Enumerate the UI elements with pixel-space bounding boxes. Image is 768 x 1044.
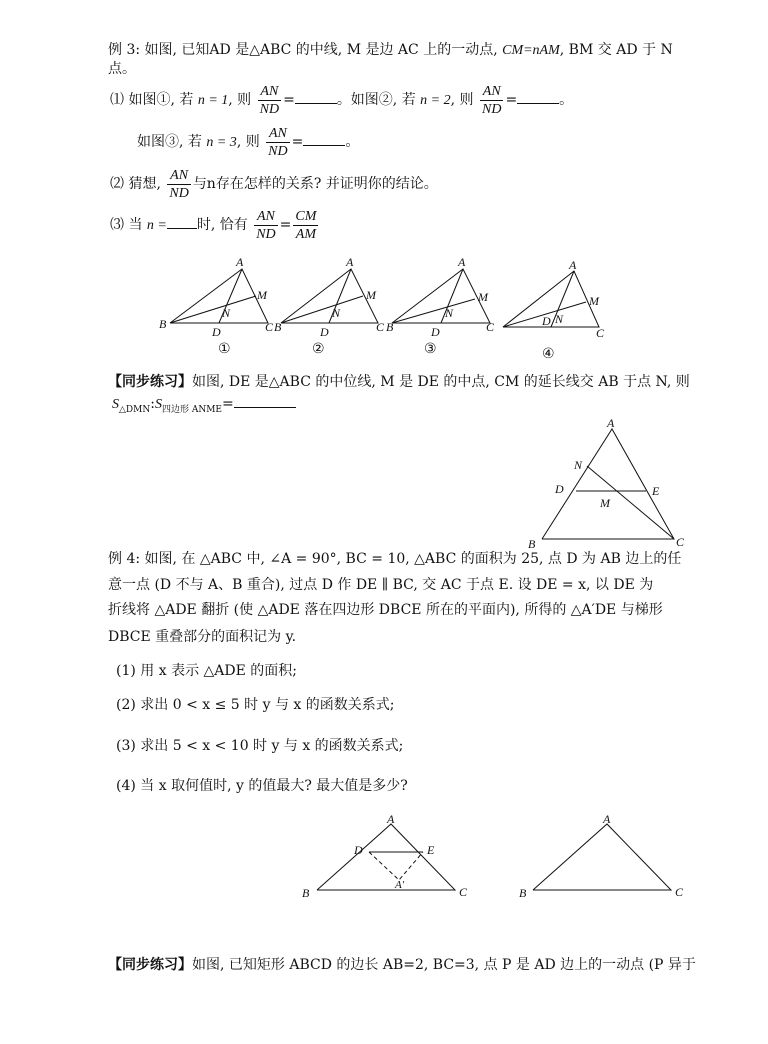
fraction-an-nd-1 [258, 83, 281, 118]
answer-blank-4[interactable] [167, 216, 197, 229]
answer-blank-3[interactable] [303, 133, 345, 146]
frac-den: ND [481, 101, 502, 117]
folded-triangle [369, 852, 423, 880]
label-n: N [555, 312, 564, 326]
q3-n: n = [146, 218, 167, 233]
q2-label: ⑵ 猜想, [110, 176, 161, 192]
sync1-bracket: 【同步练习】 [108, 374, 192, 390]
frac-den: ND [169, 185, 189, 201]
label-c: C [265, 320, 274, 334]
line-bm-1 [170, 296, 256, 323]
label-a: A [607, 416, 615, 430]
frac-den: ND [256, 226, 276, 242]
ex3-q2 [110, 164, 438, 204]
figure-label-3: ③ [424, 341, 437, 357]
figure-3 [392, 269, 490, 323]
frac-den: ND [259, 101, 280, 117]
triangle-3 [392, 269, 490, 323]
label-b: B [519, 886, 527, 900]
label-m: M [589, 294, 599, 308]
q3-mid: 时, 恰有 [196, 217, 248, 233]
ex4-line4: DBCE 重叠部分的面积记为 y. [108, 629, 297, 645]
q1-n3: n = 3 [206, 135, 237, 150]
label-a: A [346, 255, 354, 269]
label-d: D [431, 325, 440, 339]
sync1-line2 [112, 395, 296, 419]
frac-num: AN [480, 83, 503, 101]
label-b: B [274, 320, 282, 334]
label-e: E [652, 484, 660, 498]
label-a: A [569, 258, 577, 272]
q1-mid: 。如图②, 若 [336, 92, 416, 108]
label-c: C [486, 320, 495, 334]
frac-num: AN [254, 208, 277, 226]
ex4-line3: 折线将 △ADE 翻折 (使 △ADE 落在四边形 DBCE 所在的平面内), 所得的 △A′DE 与梯形 [108, 602, 663, 618]
fraction-an-nd-3 [266, 125, 289, 160]
figure-label-1: ① [218, 341, 231, 357]
ex4-line2: 意一点 (D 不与 A、B 重合), 过点 D 作 DE ∥ BC, 交 AC 于点 E. 设 DE = x, 以 DE 为 [108, 577, 654, 593]
sync1-line1 [108, 373, 690, 391]
frac-den-am: AM [295, 226, 317, 242]
label-d: D [354, 843, 363, 857]
sync2-bracket: 【同步练习】 [108, 957, 192, 973]
sync2-text: 如图, 已知矩形 ABCD 的边长 AB=2, BC=3, 点 P 是 AD 边上的一动点 (P 异于 [192, 957, 696, 973]
figure-4 [503, 271, 599, 327]
label-c: C [459, 885, 468, 899]
label-d: D [320, 325, 329, 339]
label-d: D [542, 314, 551, 328]
ex4-figures [295, 810, 695, 905]
q1-label: ⑴ 如图①, 若 [110, 92, 194, 108]
ex3-line2: 点。 [108, 61, 136, 77]
label-n: N [574, 458, 583, 472]
label-a: A [236, 255, 244, 269]
label-b: B [159, 317, 167, 331]
equals: = [291, 134, 304, 150]
frac-num: AN [258, 83, 281, 101]
ex3-q1-row1 [110, 80, 573, 121]
ex4-q2: (2) 求出 0 < x ≤ 5 时 y 与 x 的函数关系式; [116, 697, 395, 713]
area-sub-1: △DMN [119, 404, 151, 415]
triangle-abc-plain [533, 824, 671, 890]
equals: = [283, 92, 295, 108]
period: 。 [345, 134, 360, 150]
label-n: N [332, 306, 341, 320]
sync1-figure [520, 415, 700, 550]
answer-blank-1[interactable] [295, 91, 337, 104]
equals: = [505, 92, 518, 108]
ex4-line1: 例 4: 如图, 在 △ABC 中, ∠A = 90°, BC = 10, △ABC 的面积为 25, 点 D 为 AB 边上的任 [108, 551, 682, 567]
label-m: M [478, 290, 488, 304]
label-c: C [675, 885, 684, 899]
label-a: A [603, 812, 611, 826]
label-c: C [376, 320, 385, 334]
fraction-an-nd-2 [480, 83, 503, 118]
fraction-an-nd-4 [167, 167, 190, 202]
q1-then1: , 则 [228, 92, 252, 108]
ex3-q1-row2 [137, 122, 359, 163]
label-d: D [212, 325, 221, 339]
frac-den: ND [268, 143, 288, 159]
area-symbol-2: S [154, 397, 162, 412]
label-c: C [676, 535, 685, 549]
label-e: E [427, 843, 435, 857]
label-b: B [528, 537, 536, 550]
label-a: A [387, 812, 395, 826]
label-m: M [600, 496, 610, 510]
figure-label-2: ② [312, 341, 325, 357]
triangle-2 [281, 269, 378, 323]
equals: = [279, 217, 292, 233]
frac-num-cm: CM [295, 208, 317, 224]
label-c: C [596, 326, 605, 340]
ex3-condition: CM=nAM [502, 43, 560, 58]
figure-label-4: ④ [542, 346, 555, 362]
frac-num: AN [266, 125, 289, 143]
period: 。 [559, 92, 574, 108]
q1-row2-prefix: 如图③, 若 [137, 134, 202, 150]
label-n: N [445, 306, 454, 320]
frac-num: AN [167, 167, 190, 185]
label-m: M [257, 288, 267, 302]
ex3-q3 [110, 205, 320, 246]
ex4-q4: (4) 当 x 取何值时, y 的值最大? 最大值是多少? [116, 778, 408, 794]
line-bm-3 [392, 299, 475, 323]
label-n: N [222, 306, 231, 320]
q1-n2: n = 2 [420, 93, 451, 108]
sync1-text: 如图, DE 是△ABC 的中位线, M 是 DE 的中点, CM 的延长线交 AB 于点 N, 则 [192, 374, 690, 390]
triangle-4 [503, 271, 599, 327]
ex3-line1 [108, 41, 673, 60]
figure-2 [281, 269, 378, 323]
label-a: A [458, 255, 466, 269]
label-b: B [302, 886, 310, 900]
fraction-an-nd-5 [254, 208, 277, 243]
label-b: B [386, 320, 394, 334]
fraction-cm-am [293, 208, 318, 243]
ex4-q3: (3) 求出 5 < x < 10 时 y 与 x 的函数关系式; [116, 738, 404, 754]
q3-label: ⑶ 当 [110, 217, 143, 233]
area-symbol-1: S [112, 397, 119, 412]
sync2-line1 [108, 956, 696, 974]
area-sub-2: 四边形 ANME [161, 404, 222, 415]
label-m: M [366, 288, 376, 302]
q1-n1: n = 1 [197, 93, 229, 108]
label-d: D [555, 482, 564, 496]
equals: = [221, 396, 234, 412]
ex3-line1-end: , BM 交 AD 于 N [559, 42, 673, 58]
label-a-prime: A′ [395, 879, 405, 891]
q2-rest: 与n存在怎样的关系? 并证明你的结论。 [192, 176, 438, 192]
triangle-1 [170, 269, 268, 323]
colon: : [150, 396, 155, 412]
ex3-figures [150, 255, 620, 365]
ex4-q1: (1) 用 x 表示 △ADE 的面积; [116, 663, 298, 679]
triangle-abc-fold [317, 824, 455, 890]
answer-blank-5[interactable] [234, 395, 296, 408]
q1-then2: , 则 [450, 92, 474, 108]
line-bm-2 [281, 296, 363, 323]
figure-1 [170, 269, 268, 323]
ex3-line1-text: 例 3: 如图, 已知AD 是△ABC 的中线, M 是边 AC 上的一动点, [108, 42, 498, 58]
answer-blank-2[interactable] [517, 91, 559, 104]
q1-then3: , 则 [236, 134, 260, 150]
